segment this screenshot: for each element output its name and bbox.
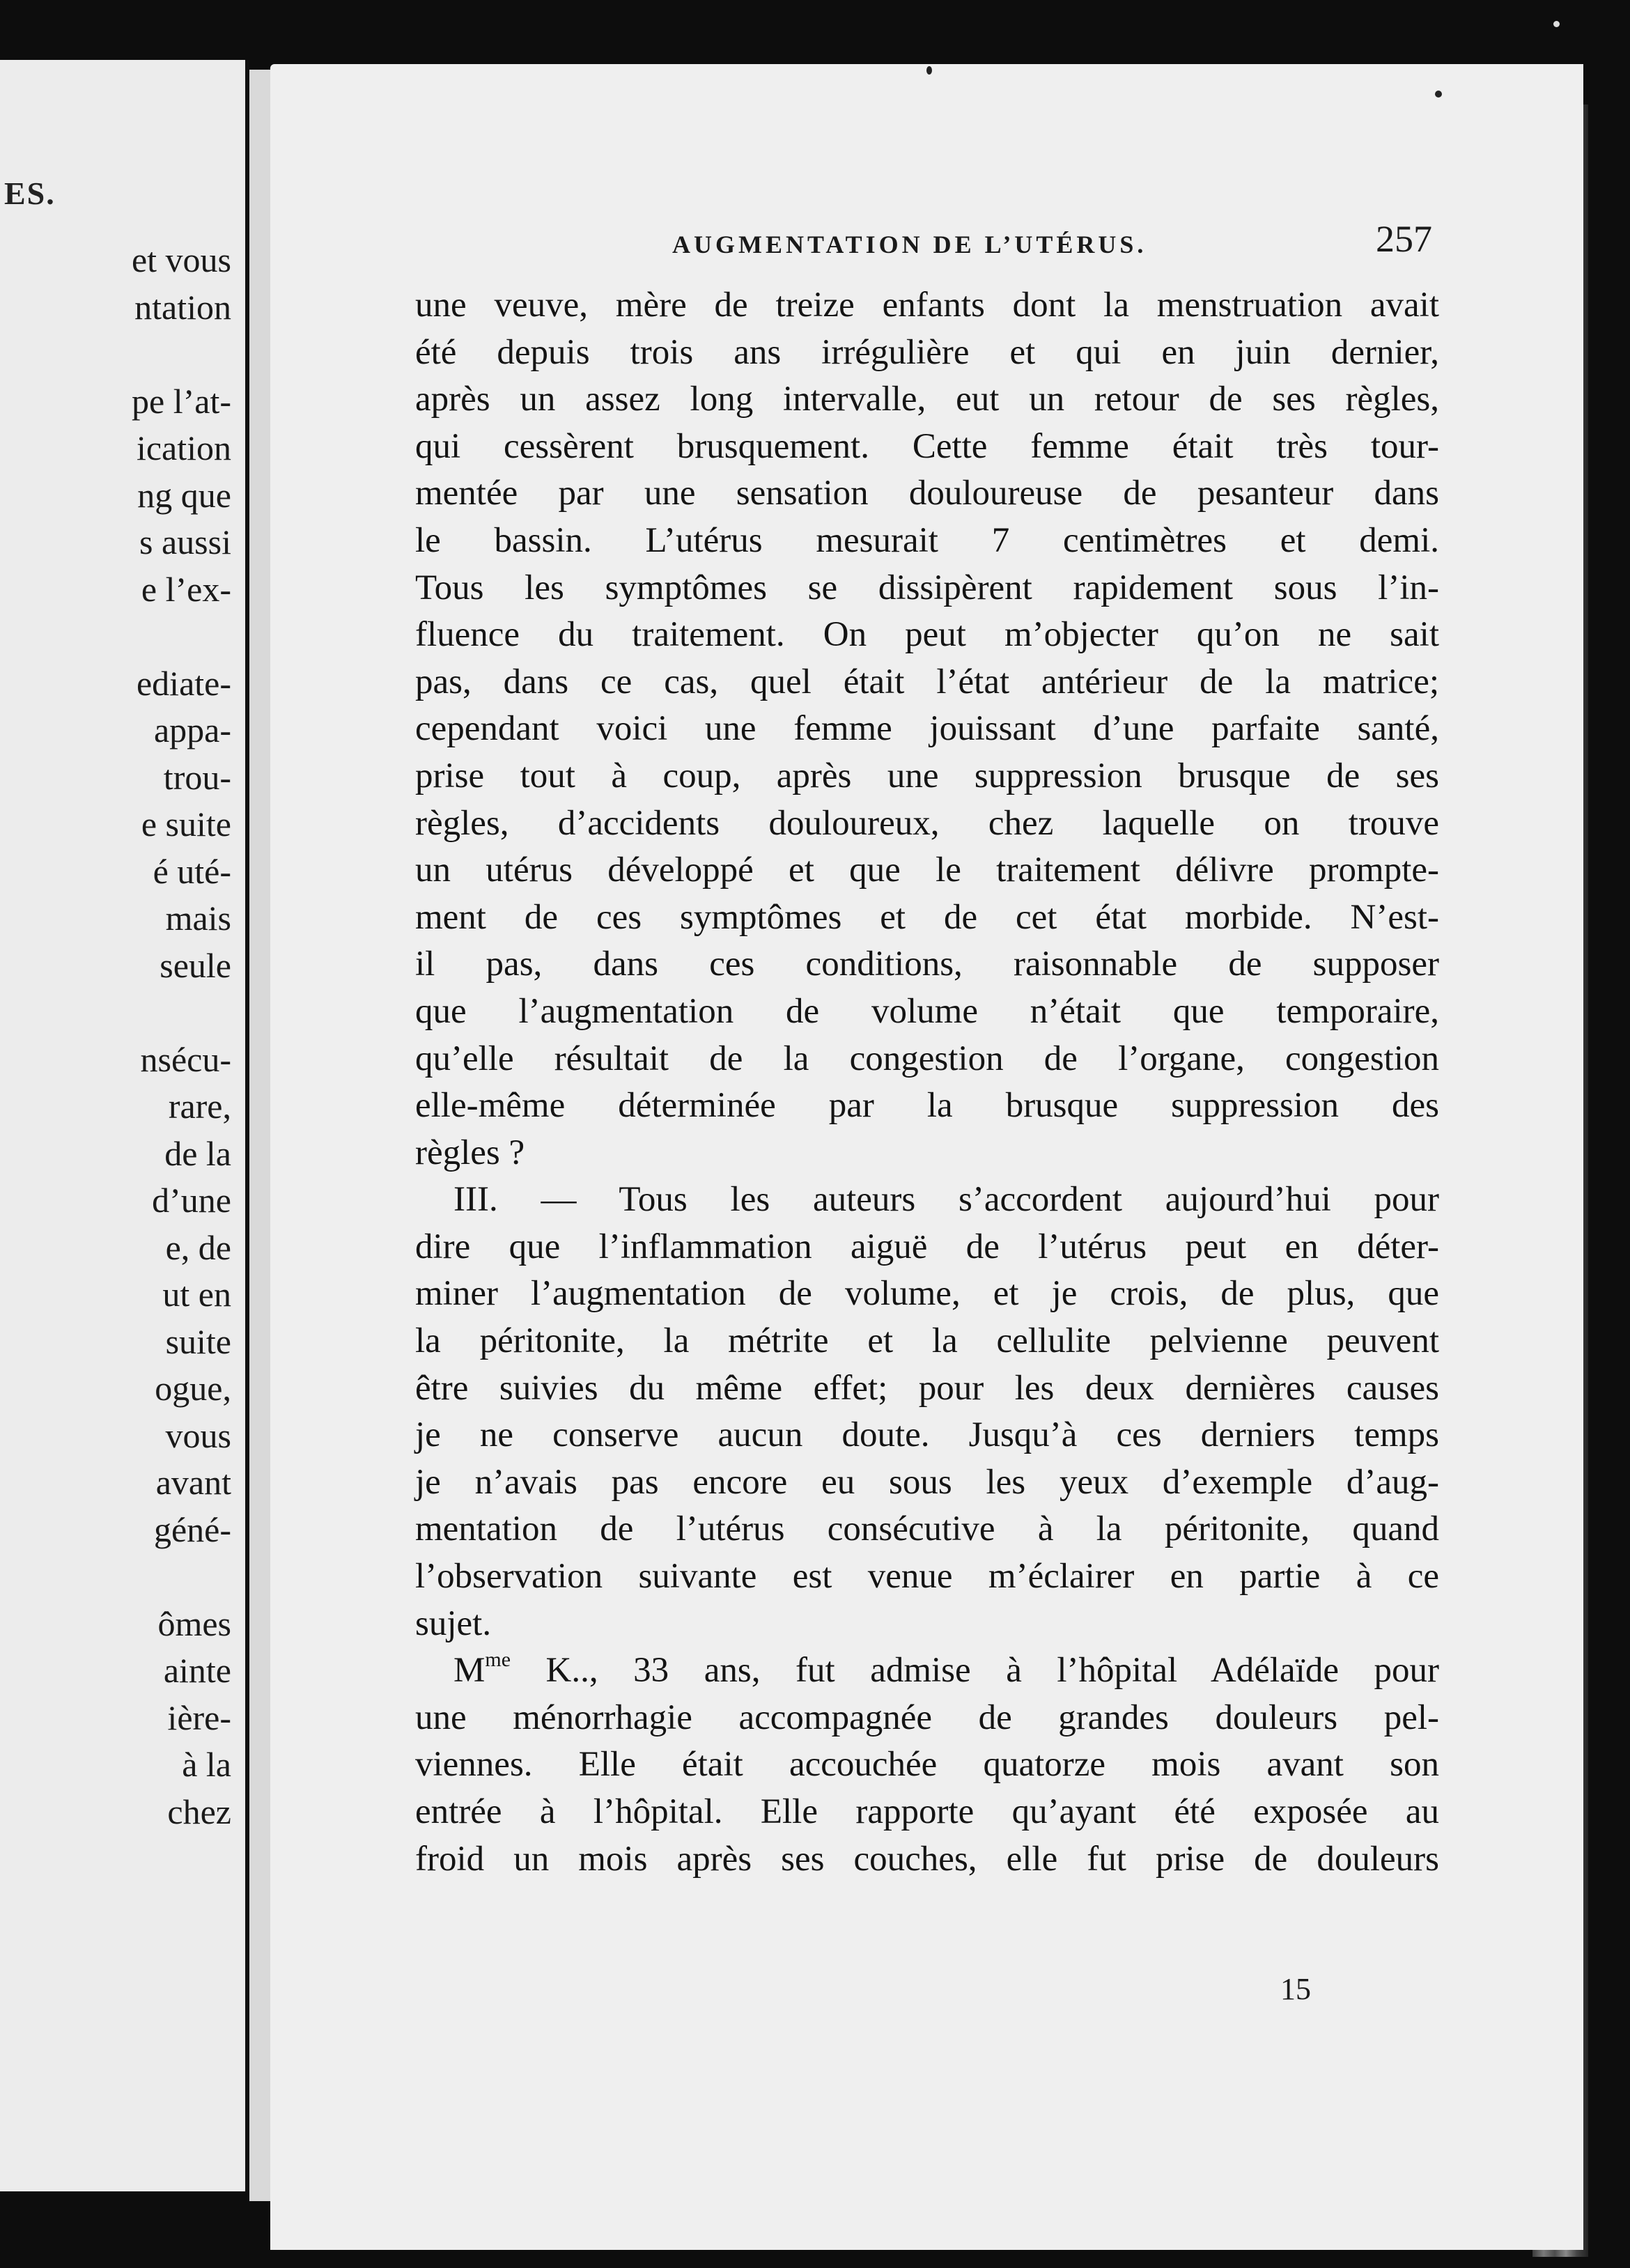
text-line: mentée par une sensation douloureuse de pesanteur dans bbox=[415, 474, 1439, 513]
text-line: viennes. Elle était accouchée quatorze mois avant son bbox=[415, 1745, 1439, 1785]
left-page-line: vous bbox=[165, 1415, 231, 1455]
text-line: fluence du traitement. On peut m’objecter qu’on ne sait bbox=[415, 615, 1439, 655]
left-page-line: e l’ex- bbox=[141, 569, 231, 609]
left-page-line: e suite bbox=[141, 805, 231, 844]
text-line: sujet. bbox=[415, 1603, 492, 1643]
left-page-line: chez bbox=[167, 1792, 231, 1831]
running-head: AUGMENTATION DE L’UTÉRUS. bbox=[672, 231, 1147, 258]
text-line: la péritonite, la métrite et la cellulite pelvienne peuvent bbox=[415, 1321, 1439, 1361]
signature-mark: 15 bbox=[1280, 1972, 1311, 2006]
text-line: Tous les symptômes se dissipèrent rapidement sous l’in- bbox=[415, 568, 1439, 607]
left-page-line: à la bbox=[182, 1745, 231, 1784]
text-line: que l’augmentation de volume n’était que temporaire, bbox=[415, 991, 1439, 1031]
left-page-line: ière- bbox=[167, 1698, 231, 1737]
text-line: cependant voici une femme jouissant d’une parfaite santé, bbox=[415, 709, 1439, 749]
text-line: je n’avais pas encore eu sous les yeux d’exemple d’aug- bbox=[415, 1462, 1439, 1502]
left-page-line: ogue, bbox=[155, 1369, 231, 1408]
text-line: l’observation suivante est venue m’éclairer en partie à ce bbox=[415, 1557, 1439, 1597]
left-page-line: trou- bbox=[163, 757, 231, 797]
left-page-line: de la bbox=[164, 1133, 231, 1173]
text-line: entrée à l’hôpital. Elle rapporte qu’ayant été exposée au bbox=[415, 1792, 1439, 1831]
scan-speck bbox=[926, 66, 932, 75]
left-page-line: ediate- bbox=[136, 663, 231, 703]
text-line: pas, dans ce cas, quel était l’état antérieur de la matrice; bbox=[415, 662, 1439, 701]
left-page-line: ut en bbox=[162, 1275, 231, 1314]
book-gutter bbox=[249, 70, 270, 2201]
left-page-line: ainte bbox=[163, 1651, 231, 1690]
text-line bbox=[415, 1647, 1439, 1695]
left-page-line: avant bbox=[155, 1463, 231, 1502]
text-line: prise tout à coup, après une suppression brusque de ses bbox=[415, 756, 1439, 795]
left-page-line: appa- bbox=[153, 710, 231, 749]
left-page-line: e, de bbox=[165, 1227, 231, 1267]
text-line: qu’elle résultait de la congestion de l’organe, congestion bbox=[415, 1039, 1439, 1078]
text-line: III. — Tous les auteurs s’accordent aujourd’hui pour bbox=[453, 1180, 1439, 1220]
left-page-line: é uté- bbox=[153, 851, 231, 891]
text-line: qui cessèrent brusquement. Cette femme était très tour- bbox=[415, 426, 1439, 466]
left-page-line: ng que bbox=[137, 475, 231, 515]
text-line: mentation de l’utérus consécutive à la péritonite, quand bbox=[415, 1509, 1439, 1549]
left-page-line: ntation bbox=[134, 287, 231, 327]
left-page-line: s aussi bbox=[139, 522, 231, 561]
left-page-line: et vous bbox=[131, 240, 231, 279]
left-page-line: ication bbox=[136, 428, 231, 467]
text-line: règles ? bbox=[415, 1133, 525, 1172]
left-page-line: mais bbox=[165, 899, 231, 938]
text-line: ment de ces symptômes et de cet état morbide. N’est- bbox=[415, 897, 1439, 937]
text-line: une ménorrhagie accompagnée de grandes douleurs pel- bbox=[415, 1698, 1439, 1737]
left-page-line: rare, bbox=[168, 1087, 231, 1126]
left-page-line: seule bbox=[160, 945, 231, 985]
body-text bbox=[415, 282, 1439, 1883]
scan-speck bbox=[1435, 91, 1442, 98]
text-line: dire que l’inflammation aiguë de l’utérus peut en déter- bbox=[415, 1227, 1439, 1266]
text-line: miner l’augmentation de volume, et je crois, de plus, que bbox=[415, 1274, 1439, 1314]
lead-superscript: me bbox=[485, 1648, 511, 1672]
left-page-line: nsécu- bbox=[140, 1039, 231, 1079]
text-line: je ne conserve aucun doute. Jusqu’à ces derniers temps bbox=[415, 1415, 1439, 1455]
text-line: été depuis trois ans irrégulière et qui en juin dernier, bbox=[415, 332, 1439, 372]
text-line: règles, d’accidents douloureux, chez laquelle on trouve bbox=[415, 803, 1439, 843]
lead-prefix: M bbox=[453, 1651, 486, 1691]
left-page-line: pe l’at- bbox=[132, 381, 231, 421]
left-page-line: ômes bbox=[157, 1603, 231, 1643]
text-line: elle-même déterminée par la brusque suppression des bbox=[415, 1086, 1439, 1126]
scan-speck bbox=[1553, 21, 1560, 27]
text-line: une veuve, mère de treize enfants dont la menstruation avait bbox=[415, 286, 1439, 325]
text-line: un utérus développé et que le traitement délivre prompte- bbox=[415, 850, 1439, 890]
text-line: être suivies du même effet; pour les deux dernières causes bbox=[415, 1368, 1439, 1408]
lead-rest: K.., 33 ans, fut admise à l’hôpital Adélaïde pour bbox=[511, 1651, 1439, 1691]
left-facing-page bbox=[0, 60, 249, 2191]
left-page-header: ES. bbox=[4, 176, 56, 211]
text-line: froid un mois après ses couches, elle fut prise de douleurs bbox=[415, 1839, 1439, 1879]
left-page-line: géné- bbox=[153, 1509, 231, 1549]
left-page-line: suite bbox=[165, 1321, 231, 1361]
left-page-line: d’une bbox=[152, 1181, 231, 1220]
text-line: il pas, dans ces conditions, raisonnable de supposer bbox=[415, 945, 1439, 984]
page-number: 257 bbox=[1376, 218, 1432, 260]
text-line: après un assez long intervalle, eut un retour de ses règles, bbox=[415, 380, 1439, 419]
text-line: le bassin. L’utérus mesurait 7 centimètres et demi. bbox=[415, 520, 1439, 560]
